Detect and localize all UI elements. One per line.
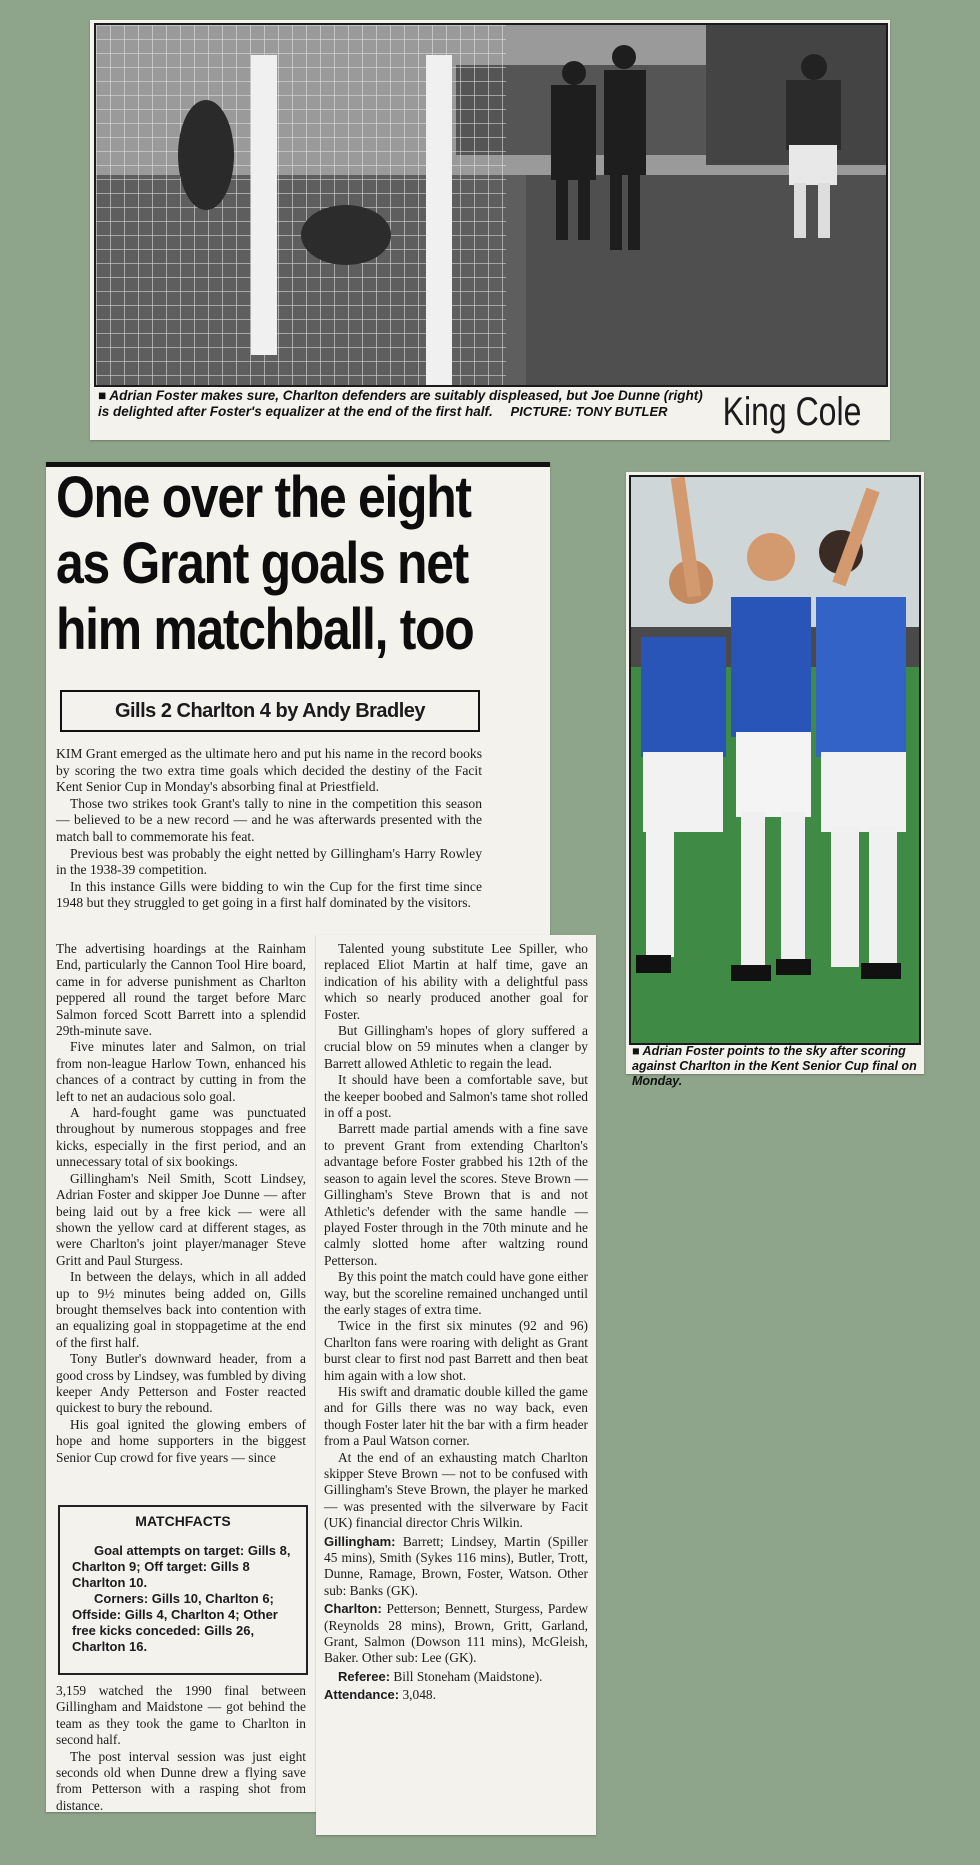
lead-paragraph: Previous best was probably the eight netted by Gillingham's Harry Rowley in the 1938-39 competition.: [56, 845, 482, 878]
attendance-value: 3,048.: [399, 1687, 436, 1703]
body-paragraph: In between the delays, which in all added up to 9½ minutes being added on, Gills brought themselves back into contention with an equalizing goal in stoppagetime at the end of the first half.: [56, 1269, 306, 1350]
top-photo-caption: [98, 388, 703, 420]
lead-paragraph: Those two strikes took Grant's tally to nine in the competition this season — believed to be a new record — and he was afterwards presented with the match ball to commemorate his feat.: [56, 795, 482, 844]
gillingham-label: Gillingham:: [324, 1533, 396, 1549]
article-column-two: [324, 941, 588, 1704]
body-paragraph: The advertising hoardings at the Rainham End, particularly the Cannon Tool Hire board, came in for adverse punishment as Charlton peppered all round the target before Marc Salmon forced Scott Barrett into a splendid 29th-minute save.: [56, 941, 306, 1039]
top-photo-clipping: [90, 20, 890, 440]
referee-line: [324, 1669, 588, 1685]
lead-paragraph: KIM Grant emerged as the ultimate hero and put his name in the record books by scoring the two extra time goals which decided the destiny of the Facit Kent Senior Cup in Monday's absorbing final at Priestfield.: [56, 746, 482, 795]
body-paragraph: But Gillingham's hopes of glory suffered a crucial blow on 59 minutes when a clanger by Barrett allowed Athletic to regain the lead.: [324, 1023, 588, 1071]
headline-line-3: him matchball, too: [56, 597, 474, 662]
article-column-one: [56, 941, 306, 1466]
body-paragraph: At the end of an exhausting match Charlton skipper Steve Brown — not to be confused with Gillingham's Steve Brown, the player he marked — was presented with the silverware by Facit (UK) financial director Chris Wilkin.: [324, 1449, 588, 1531]
referee-name: Bill Stoneham (Maidstone).: [390, 1668, 543, 1684]
gillingham-players: Barrett; Lindsey, Martin (Spiller 45 mins), Smith (Sykes 116 mins), Butler, Trott, Dunne, Ramage, Brown, Foster, Watson. Other sub: Banks (GK).: [324, 1533, 588, 1598]
matchfacts-box: [58, 1505, 308, 1675]
body-paragraph: By this point the match could have gone either way, but the scoreline remained unchanged until the early stages of extra time.: [324, 1269, 588, 1317]
king-cole-signature: King Cole: [722, 390, 862, 434]
body-paragraph: Talented young substitute Lee Spiller, who replaced Eliot Martin at half time, gave an indication of his ability with a delightful pass which so nearly produced another goal for Foster.: [324, 941, 588, 1022]
body-paragraph: A hard-fought game was punctuated throughout by numerous stoppages and free kicks, especially in the first period, and an unnecessary total of six bookings.: [56, 1105, 306, 1170]
attendance-line: [324, 1687, 588, 1703]
body-paragraph: Twice in the first six minutes (92 and 96) Charlton fans were roaring with delight as Grant burst clear to first nod past Barrett and then beat him again with a low shot.: [324, 1318, 588, 1383]
charlton-lineup: [324, 1601, 588, 1667]
body-paragraph: Gillingham's Neil Smith, Scott Lindsey, Adrian Foster and skipper Joe Dunne — after being laid out by a free kick — were all shown the yellow card at different stages, as were Charlton's joint player/manager Steve Gritt and Paul Sturgess.: [56, 1170, 306, 1268]
lead-paragraph: In this instance Gills were bidding to win the Cup for the first time since 1948 but they struggled to get going in a first half dominated by the visitors.: [56, 878, 482, 911]
charlton-players: Petterson; Bennett, Sturgess, Pardew (Reynolds 28 mins), Brown, Gritt, Garland, Grant, Salmon (Dowson 111 mins), McGleish, Baker. Other sub: Lee (GK).: [324, 1601, 588, 1666]
photo-credit: PICTURE: TONY BUTLER: [510, 404, 668, 419]
headline-line-1: One over the eight: [56, 465, 471, 530]
body-paragraph: His swift and dramatic double killed the game and for Gills there was no way back, even though Foster later hit the bar with a firm header from a Paul Watson corner.: [324, 1383, 588, 1449]
matchfacts-attempts: Goal attempts on target: Gills 8, Charlton 9; Off target: Gills 8 Charlton 10.: [72, 1543, 291, 1590]
body-paragraph: His goal ignited the glowing embers of hope and home supporters in the biggest Senior Cup crowd for five years — since: [56, 1416, 306, 1465]
headline-line-2: as Grant goals net: [56, 531, 468, 596]
article-headline: [56, 465, 473, 663]
charlton-label: Charlton:: [324, 1601, 382, 1617]
body-paragraph: The post interval session was just eight seconds old when Dunne drew a flying save from Petterson with a rasping shot from distance.: [56, 1748, 306, 1813]
side-photo-caption: ■ Adrian Foster points to the sky after scoring against Charlton in the Kent Senior Cup final on Monday.: [632, 1044, 917, 1088]
referee-label: Referee:: [338, 1668, 391, 1684]
article-column-one-continued: [56, 1683, 306, 1814]
matchfacts-corners: Corners: Gills 10, Charlton 6; Offside: Gills 4, Charlton 4; Other free kicks conceded: Gills 26, Charlton 16.: [72, 1591, 278, 1654]
attendance-label: Attendance:: [324, 1687, 400, 1703]
matchfacts-title: MATCHFACTS: [135, 1513, 231, 1529]
gillingham-lineup: [324, 1534, 588, 1600]
goalmouth-scene: [96, 25, 886, 385]
body-paragraph: Tony Butler's downward header, from a good cross by Lindsey, was fumbled by diving keeper Andy Petterson and Foster reacted quickest to bury the rebound.: [56, 1351, 306, 1416]
celebration-photo: [629, 475, 921, 1045]
body-paragraph: 3,159 watched the 1990 final between Gillingham and Maidstone — got behind the team as they took the game to Charlton in second half.: [56, 1683, 306, 1748]
top-photo-caption-text: ■ Adrian Foster makes sure, Charlton defenders are suitably displeased, but Joe Dunne (right) is delighted after Foster's equalizer at the end of the first half.: [98, 388, 703, 419]
article-lead: [56, 746, 482, 912]
article-byline: Gills 2 Charlton 4 by Andy Bradley: [60, 690, 480, 732]
side-photo-clipping: [626, 472, 924, 1088]
celebration-scene: [631, 477, 919, 1043]
body-paragraph: It should have been a comfortable save, but the keeper boobed and Salmon's tame shot rolled in off a post.: [324, 1072, 588, 1121]
body-paragraph: Barrett made partial amends with a fine save to prevent Grant from extending Charlton's advantage before Foster grabbed his 12th of the season to again level the scores. Steve Brown — Gillingham's Steve Brown that is and not Athletic's defender with the same handle — played Foster through in the 70th minute and he calmly slotted home after waltzing round Petterson.: [324, 1121, 588, 1268]
body-paragraph: Five minutes later and Salmon, on trial from non-league Harlow Town, enhanced his chances of a contract by cutting in from the left to net an audacious solo goal.: [56, 1039, 306, 1104]
match-photo-goalmouth: [94, 23, 888, 387]
